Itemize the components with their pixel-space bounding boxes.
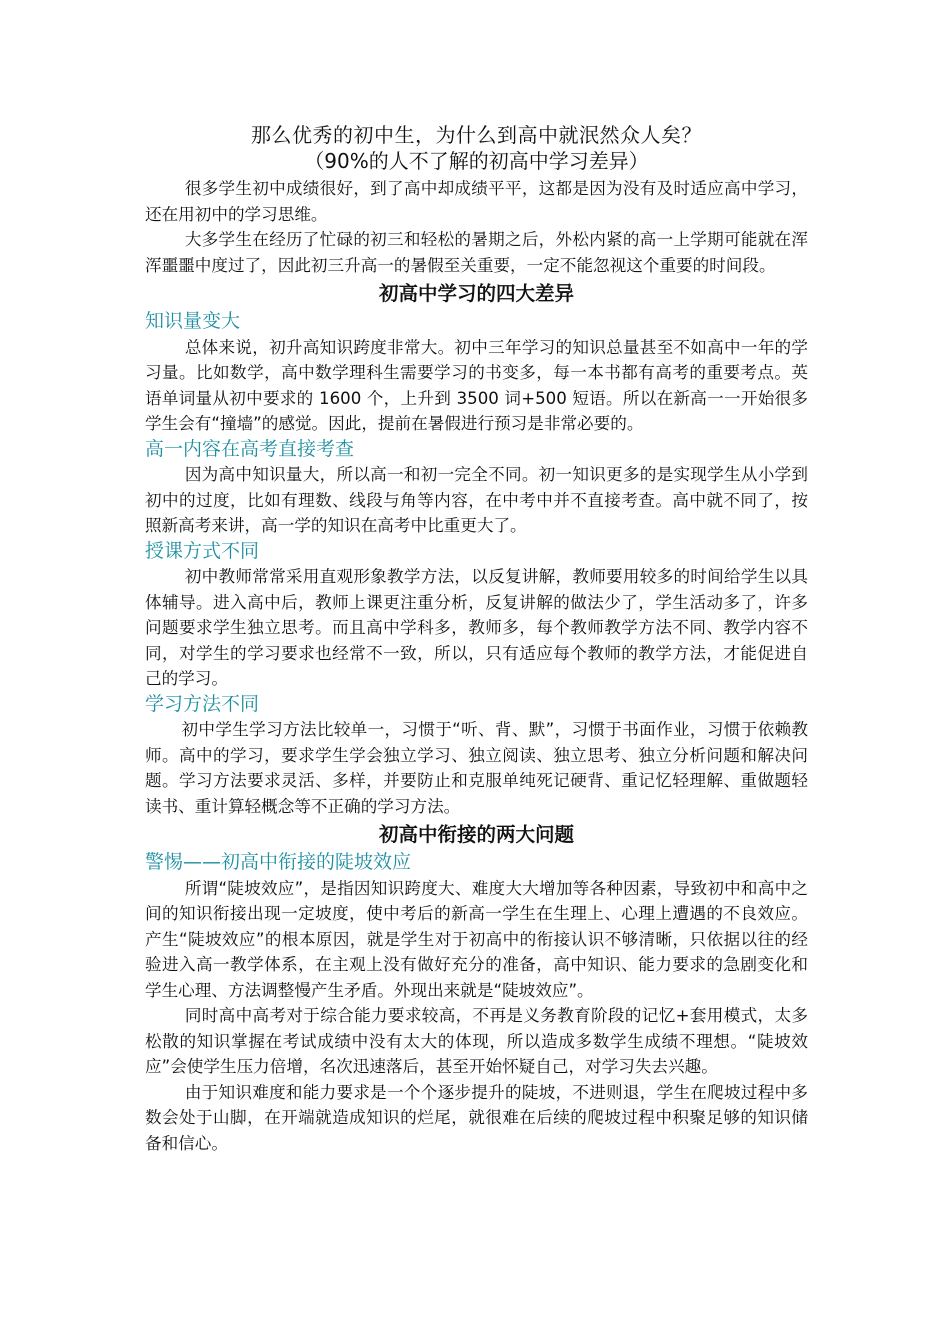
- intro-paragraph-1: 很多学生初中成绩很好，到了高中却成绩平平，这都是因为没有及时适应高中学习，还在用初中的学习思维。: [145, 179, 808, 224]
- document-title: 那么优秀的初中生，为什么到高中就泯然众人矣？: [251, 123, 702, 147]
- paragraph-steep-slope-3: 由于知识难度和能力要求是一个个逐步提升的陡坡，不进则退，学生在爬坡过程中多数会处于山脚，在开端就造成知识的烂尾，就很难在后续的爬坡过程中积聚足够的知识储备和信心。: [145, 1082, 808, 1153]
- subheading-steep-slope-effect: 警惕——初高中衔接的陡坡效应: [145, 851, 412, 873]
- subheading-teaching-method: 授课方式不同: [145, 539, 260, 562]
- section-heading-differences: 初高中学习的四大差异: [378, 282, 574, 305]
- section-heading-problems: 初高中衔接的两大问题: [378, 823, 574, 846]
- paragraph-steep-slope-2: 同时高中高考对于综合能力要求较高，不再是义务教育阶段的记忆+套用模式，太多松散的知识掌握在考试成绩中没有太大的体现，所以造成多数学生成绩不理想。“陡坡效应”会使学生压力倍增，名次迅速落后，甚至开始怀疑自己，对学习失去兴趣。: [145, 1006, 808, 1076]
- paragraph-teaching-method: 初中教师常常采用直观形象教学方法，以反复讲解，教师要用较多的时间给学生以具体辅导。进入高中后，教师上课更注重分析，反复讲解的做法少了，学生活动多了，许多问题要求学生独立思考。而且高中学科多，教师多，每个教师教学方法不同、教学内容不同，对学生的学习要求也经常不一致，所以，只有适应每个教师的教学方法，才能促进自己的学习。: [145, 567, 808, 688]
- subheading-gaokao-content: 高一内容在高考直接考查: [145, 437, 355, 460]
- intro-paragraph-2: 大多学生在经历了忙碌的初三和轻松的暑期之后，外松内紧的高一上学期可能就在浑浑噩噩中度过了，因此初三升高一的暑假至关重要，一定不能忽视这个重要的时间段。: [145, 230, 808, 275]
- subheading-knowledge-volume: 知识量变大: [145, 310, 241, 332]
- document-page: [145, 122, 808, 1156]
- paragraph-learning-method: 初中学生学习方法比较单一，习惯于“听、背、默”，习惯于书面作业，习惯于依赖教师。高中的学习，要求学生学会独立学习、独立阅读、独立思考、独立分析问题和解决问题。学习方法要求灵活、多样，并要防止和克服单纯死记硬背、重记忆轻理解、重做题轻读书、重计算轻概念等不正确的学习方法。: [145, 720, 808, 816]
- document-subtitle: （90%的人不了解的初高中学习差异）: [304, 149, 649, 173]
- paragraph-gaokao-content: 因为高中知识量大，所以高一和初一完全不同。初一知识更多的是实现学生从小学到初中的过度，比如有理数、线段与角等内容，在中考中并不直接考查。高中就不同了，按照新高考来讲，高一学的知识在高考中比重更大了。: [145, 465, 808, 535]
- paragraph-knowledge-volume: 总体来说，初升高知识跨度非常大。初中三年学习的知识总量甚至不如高中一年的学习量。比如数学，高中数学理科生需要学习的书变多，每一本书都有高考的重要考点。英语单词量从初中要求的 1600 个，上升到 3500 词+500 短语。所以在新高一一开始很多学生会有“撞墙”的感觉。因此，提前在暑假进行预习是非常必要的。: [145, 337, 808, 433]
- paragraph-steep-slope-1: 所谓“陡坡效应”，是指因知识跨度大、难度大大增加等各种因素，导致初中和高中之间的知识衔接出现一定坡度，使中考后的新高一学生在生理上、心理上遭遇的不良效应。产生“陡坡效应”的根本原因，就是学生对于初高中的衔接认识不够清晰，只依据以往的经验进入高一教学体系，在主观上没有做好充分的准备，高中知识、能力要求的急剧变化和学生心理、方法调整慢产生矛盾。外现出来就是“陡坡效应”。: [145, 878, 808, 1000]
- subheading-learning-method: 学习方法不同: [145, 692, 260, 715]
